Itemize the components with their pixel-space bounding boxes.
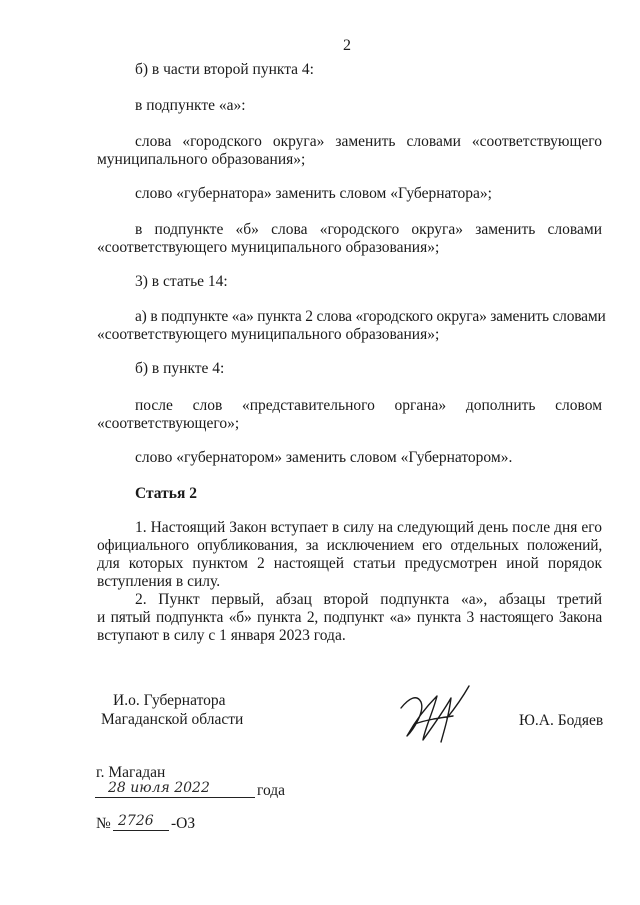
paragraph-line: 1. Настоящий Закон вступает в силу на следующий день после дня его <box>135 519 602 536</box>
date-underline <box>95 797 255 798</box>
paragraph-line: слова «городского округа» заменить словами «соответствующего <box>135 133 602 150</box>
signatory-title: И.о. Губернатора <box>113 692 226 709</box>
number-prefix: № <box>96 815 111 832</box>
date-suffix: года <box>257 782 286 799</box>
signatory-region: Магаданской области <box>101 711 244 728</box>
paragraph-line: «соответствующего муниципального образования»; <box>97 239 440 256</box>
paragraph: б) в части второй пункта 4: <box>135 61 314 78</box>
paragraph-line: «соответствующего»; <box>97 415 240 432</box>
paragraph-line: а) в подпункте «а» пункта 2 слова «городского округа» заменить словами <box>135 308 606 325</box>
paragraph-line: 2. Пункт первый, абзац второй подпункта «а», абзацы третий <box>135 591 602 608</box>
paragraph-line: и пятый подпункта «б» пункта 2, подпункт «а» пункта 3 настоящего Закона <box>97 609 602 626</box>
paragraph-line: «соответствующего муниципального образования»; <box>97 326 440 343</box>
paragraph-line: вступают в силу с 1 января 2023 года. <box>97 627 346 644</box>
paragraph: б) в пункте 4: <box>135 360 225 377</box>
handwritten-number: 2726 <box>118 813 154 829</box>
signature-image <box>395 678 475 750</box>
page-number: 2 <box>343 37 351 54</box>
paragraph-line: муниципального образования»; <box>97 151 306 168</box>
paragraph-line: после слов «представительного органа» дополнить словом <box>135 397 602 414</box>
handwritten-date: 28 июля 2022 <box>108 780 210 796</box>
paragraph-line: официального опубликования, за исключением его отдельных положений, <box>97 537 602 554</box>
paragraph: 3) в статье 14: <box>135 273 228 290</box>
paragraph-line: в подпункте «б» слова «городского округа» заменить словами <box>135 221 602 238</box>
number-underline <box>113 830 169 831</box>
paragraph: слово «губернатора» заменить словом «Губернатора»; <box>135 185 492 202</box>
city-label: г. Магадан <box>96 764 166 781</box>
paragraph: слово «губернатором» заменить словом «Губернатором». <box>135 449 513 466</box>
paragraph-line: для которых пунктом 2 настоящей статьи предусмотрен иной порядок <box>97 555 602 572</box>
signer-name: Ю.А. Бодяев <box>519 712 604 729</box>
paragraph-line: вступления в силу. <box>97 573 221 590</box>
number-suffix: -ОЗ <box>171 815 196 832</box>
article-title: Статья 2 <box>135 485 197 502</box>
paragraph: в подпункте «а»: <box>135 97 246 114</box>
